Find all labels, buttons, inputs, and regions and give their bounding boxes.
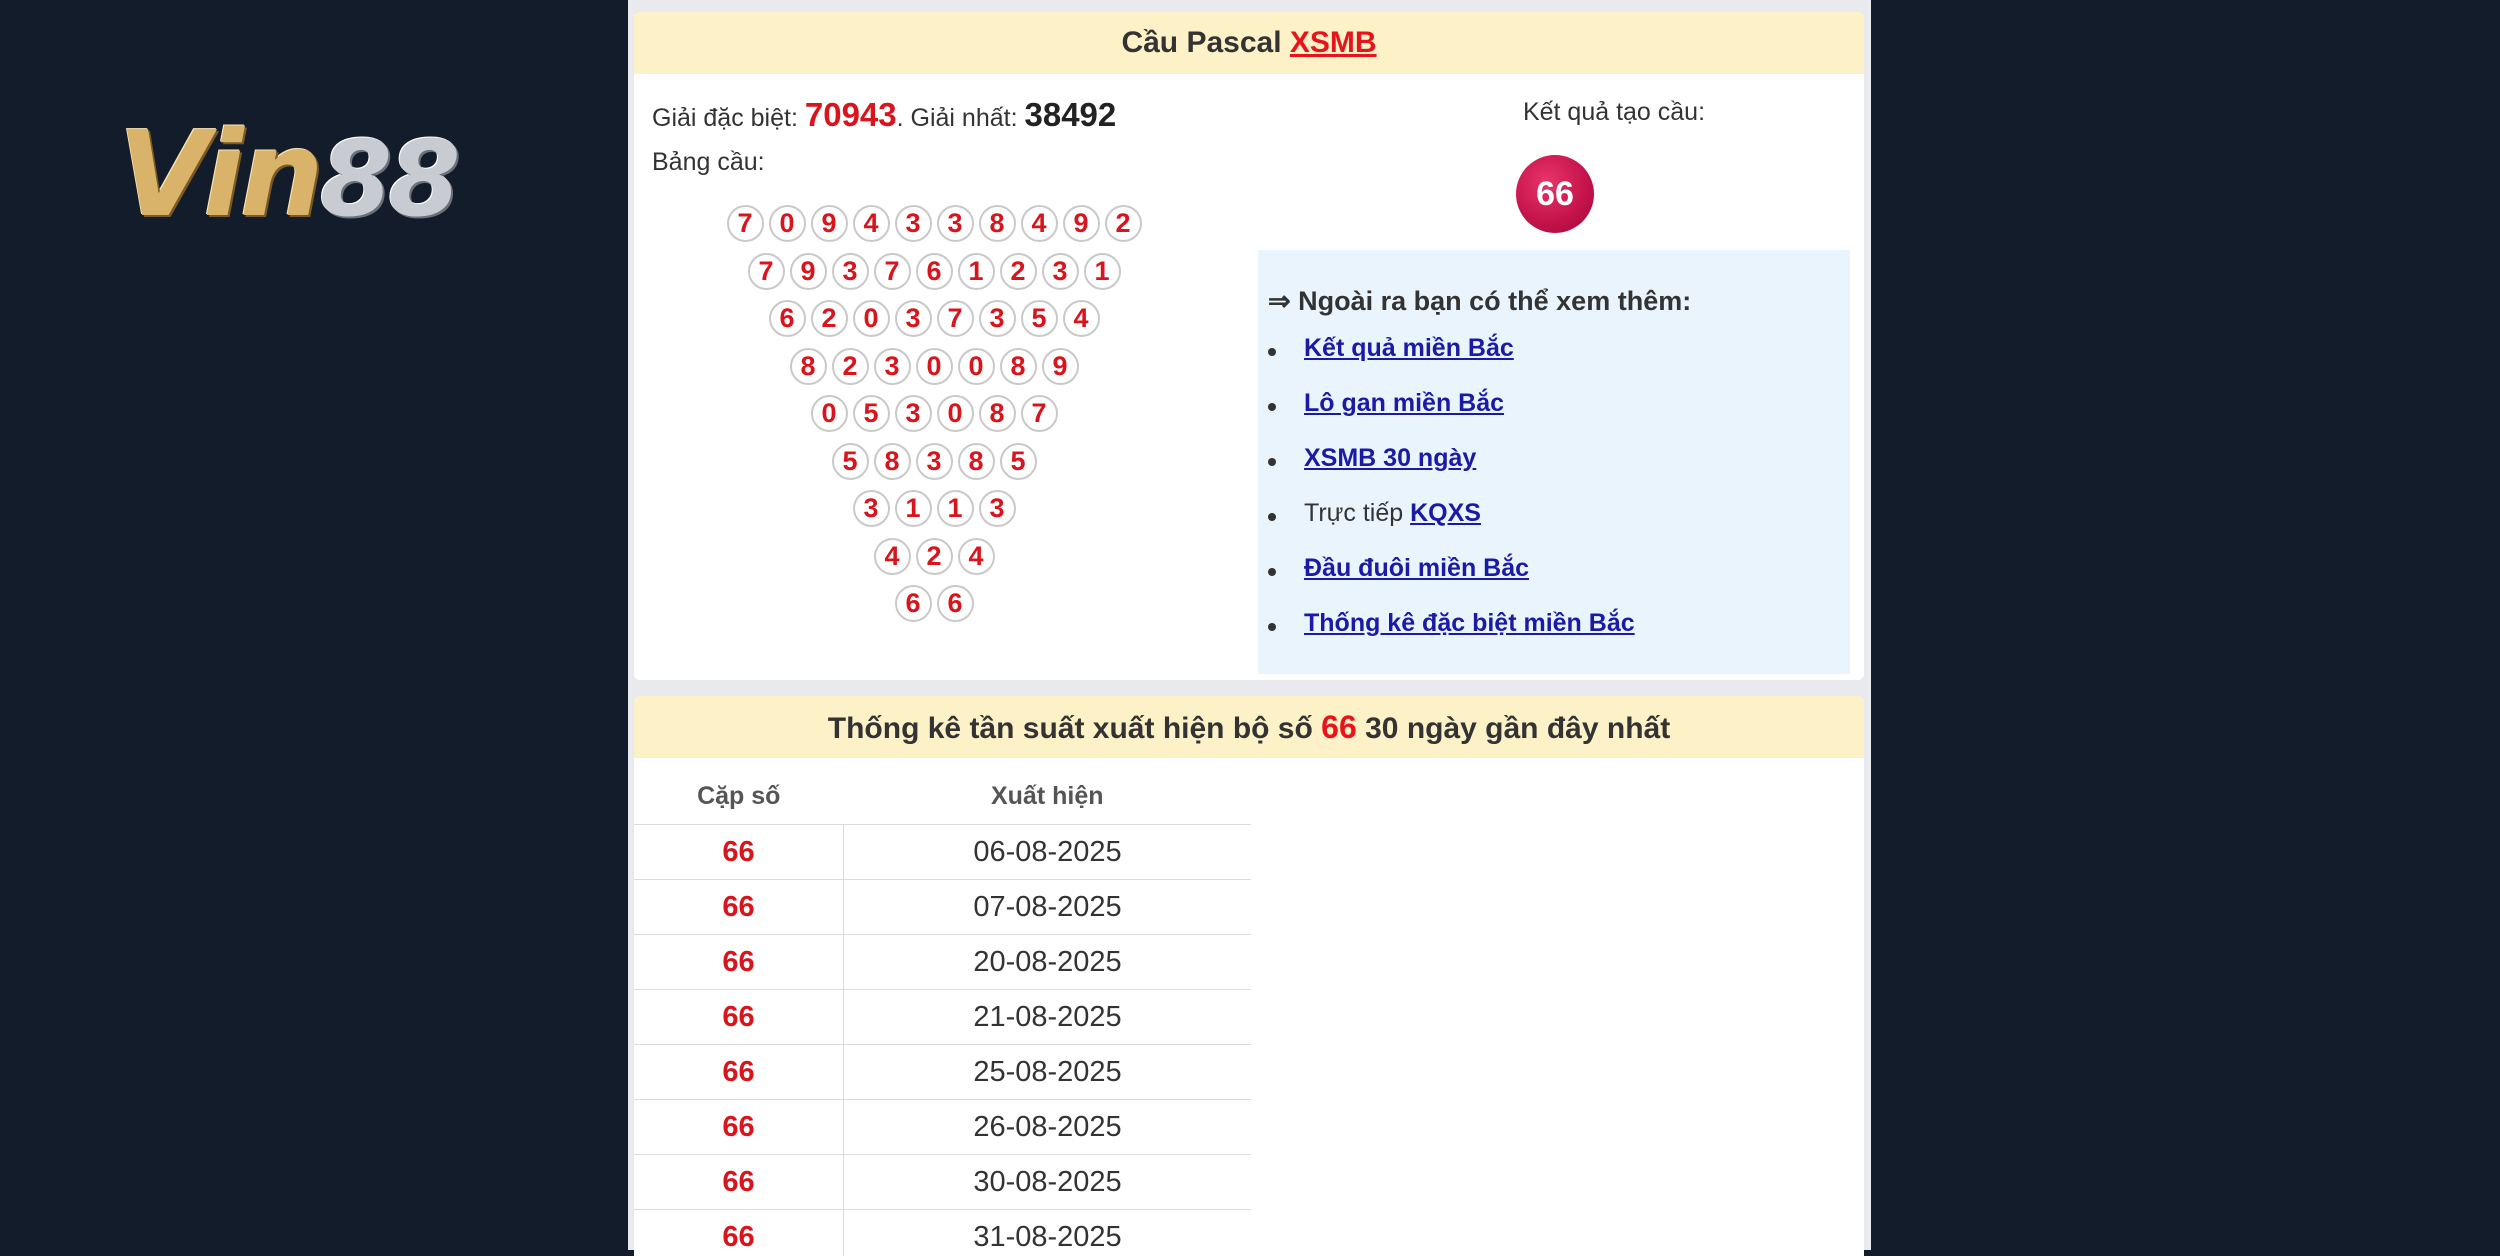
see-more-link[interactable]: KQXS [1410,499,1481,527]
triangle-digit: 3 [874,348,911,385]
triangle-digit: 2 [811,300,848,337]
triangle-digit: 3 [895,300,932,337]
see-more-prefix: Trực tiếp [1304,499,1410,527]
pair-cell: 66 [634,990,844,1045]
triangle-row [634,585,1234,622]
triangle-digit: 3 [853,490,890,527]
triangle-digit: 3 [916,443,953,480]
table-row [634,935,1251,990]
pair-cell: 66 [634,1100,844,1155]
see-more-link[interactable]: Đầu đuôi miền Bắc [1304,554,1529,582]
triangle-digit: 3 [895,205,932,242]
table-row [634,1155,1251,1210]
pair-cell: 66 [634,825,844,880]
triangle-digit: 5 [1000,443,1037,480]
triangle-row [634,443,1234,480]
pair-cell: 66 [634,935,844,990]
triangle-row [634,395,1234,432]
triangle-row [634,348,1234,385]
triangle-digit: 3 [979,490,1016,527]
see-more-item [1268,609,1635,664]
triangle-digit: 1 [937,490,974,527]
see-more-link[interactable]: Lô gan miền Bắc [1304,389,1504,417]
table-label: Bảng cầu: [652,148,765,177]
triangle-digit: 0 [853,300,890,337]
triangle-digit: 6 [937,585,974,622]
date-cell: 21-08-2025 [844,990,1252,1045]
triangle-digit: 8 [1000,348,1037,385]
triangle-row [634,205,1234,242]
result-label: Kết quả tạo cầu: [1464,98,1764,127]
pair-cell: 66 [634,1045,844,1100]
triangle-digit: 0 [769,205,806,242]
triangle-digit: 9 [811,205,848,242]
triangle-digit: 4 [1063,300,1100,337]
triangle-digit: 7 [937,300,974,337]
date-cell: 20-08-2025 [844,935,1252,990]
table-row [634,1045,1251,1100]
pair-cell: 66 [634,1155,844,1210]
triangle-row [634,538,1234,575]
triangle-digit: 9 [790,253,827,290]
col-appear-header: Xuất hiện [844,768,1252,825]
pair-cell: 66 [634,1210,844,1256]
triangle-digit: 2 [916,538,953,575]
triangle-digit: 8 [790,348,827,385]
see-more-link[interactable]: Kết quả miền Bắc [1304,334,1514,362]
vin88-logo[interactable] [118,112,488,237]
see-more-title: ⇒ Ngoài ra bạn có thể xem thêm: [1268,286,1691,317]
see-more-list [1268,334,1635,664]
triangle-digit: 1 [895,490,932,527]
pascal-card [634,12,1864,680]
triangle-digit: 3 [832,253,869,290]
see-more-item [1268,554,1635,609]
special-prize-value: 70943 [805,96,897,133]
see-more-link[interactable]: XSMB 30 ngày [1304,444,1476,472]
see-more-link[interactable]: Thống kê đặc biệt miền Bắc [1304,609,1635,637]
date-cell: 07-08-2025 [844,880,1252,935]
frequency-table [634,768,1251,1256]
triangle-digit: 8 [874,443,911,480]
triangle-digit: 2 [1105,205,1142,242]
title-number: 66 [1321,709,1357,745]
triangle-digit: 4 [1021,205,1058,242]
triangle-digit: 8 [979,205,1016,242]
triangle-digit: 5 [1021,300,1058,337]
triangle-digit: 7 [1021,395,1058,432]
date-cell: 31-08-2025 [844,1210,1252,1256]
triangle-digit: 9 [1042,348,1079,385]
triangle-digit: 2 [1000,253,1037,290]
logo-text: Vin88 [118,112,456,242]
triangle-digit: 0 [916,348,953,385]
triangle-digit: 0 [958,348,995,385]
triangle-digit: 1 [1084,253,1121,290]
result-ball: 66 [1516,155,1594,233]
triangle-digit: 9 [1063,205,1100,242]
date-cell: 26-08-2025 [844,1100,1252,1155]
prize-info: Giải đặc biệt: 70943. Giải nhất: 38492 [652,96,1116,134]
col-pair-header: Cặp số [634,768,844,825]
triangle-digit: 4 [958,538,995,575]
table-row [634,1210,1251,1256]
triangle-digit: 2 [832,348,869,385]
see-more-item [1268,444,1635,499]
triangle-digit: 6 [769,300,806,337]
triangle-digit: 0 [937,395,974,432]
table-row [634,880,1251,935]
xsmb-link[interactable]: XSMB [1290,26,1377,59]
triangle-digit: 5 [853,395,890,432]
see-more-item [1268,389,1635,444]
triangle-digit: 4 [853,205,890,242]
triangle-digit: 3 [979,300,1016,337]
frequency-card-title: Thống kê tần suất xuất hiện bộ số 66 30 ngày gần đây nhất [634,696,1864,758]
triangle-digit: 7 [748,253,785,290]
first-prize-value: 38492 [1025,96,1117,133]
see-more-item [1268,499,1635,554]
date-cell: 06-08-2025 [844,825,1252,880]
triangle-row [634,300,1234,337]
triangle-digit: 7 [874,253,911,290]
triangle-digit: 3 [937,205,974,242]
triangle-digit: 8 [958,443,995,480]
table-row [634,990,1251,1045]
date-cell: 30-08-2025 [844,1155,1252,1210]
triangle-digit: 3 [895,395,932,432]
pascal-card-title: Cầu Pascal XSMB [634,12,1864,74]
triangle-digit: 7 [727,205,764,242]
see-more-box [1258,250,1850,674]
triangle-digit: 6 [916,253,953,290]
date-cell: 25-08-2025 [844,1045,1252,1100]
table-row [634,1100,1251,1155]
triangle-digit: 6 [895,585,932,622]
triangle-row [634,253,1234,290]
triangle-digit: 8 [979,395,1016,432]
triangle-digit: 0 [811,395,848,432]
frequency-card [634,696,1864,1256]
triangle-row [634,490,1234,527]
triangle-digit: 1 [958,253,995,290]
triangle-digit: 4 [874,538,911,575]
main-column [628,0,1871,1250]
table-row [634,825,1251,880]
pair-cell: 66 [634,880,844,935]
triangle-digit: 3 [1042,253,1079,290]
triangle-digit: 5 [832,443,869,480]
see-more-item [1268,334,1635,389]
